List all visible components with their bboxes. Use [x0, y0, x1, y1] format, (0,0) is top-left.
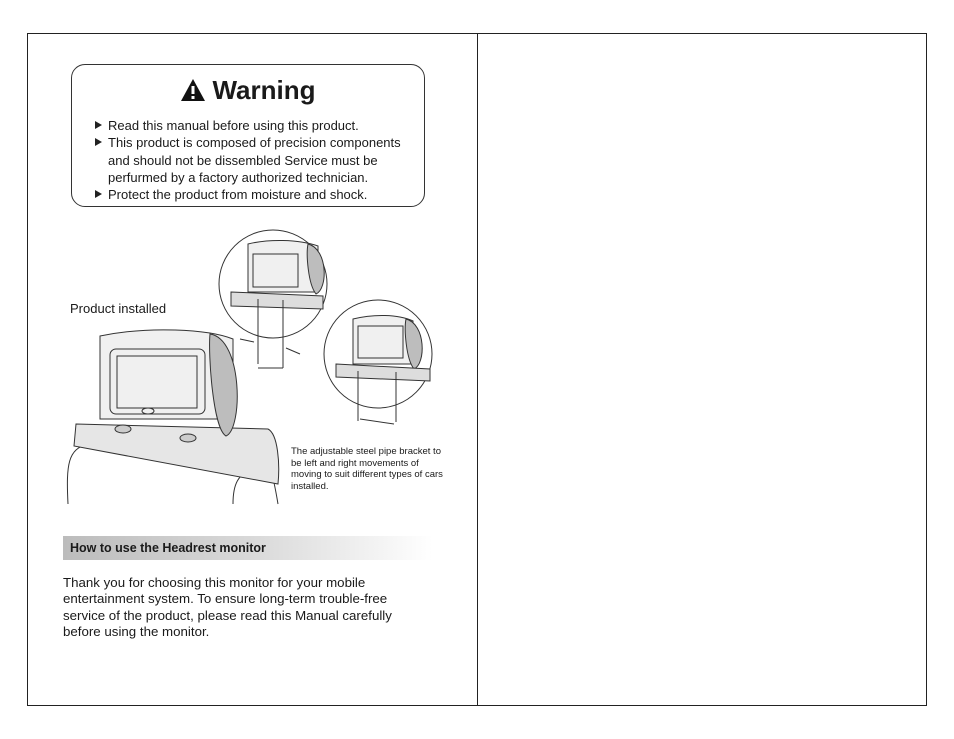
bracket-note: The adjustable steel pipe bracket to be left and right movements of moving to suit different types of cars installed.	[291, 446, 443, 493]
section-heading: How to use the Headrest monitor	[63, 536, 433, 560]
warning-item: Read this manual before using this product.	[94, 117, 418, 134]
warning-title-text: Warning	[212, 75, 316, 105]
left-page	[27, 33, 478, 706]
right-page	[477, 33, 927, 706]
warning-item: This product is composed of precision components and should not be dissembled Service must be perfurmed by a factory authorized technician.	[94, 134, 418, 186]
product-installed-label: Product installed	[70, 301, 167, 316]
headrest-illustration	[28, 34, 479, 514]
section-body: Thank you for choosing this monitor for your mobile entertainment system. To ensure long-term trouble-free service of the product, please read this Manual carefully before using the monitor.	[63, 575, 392, 639]
warning-item: Protect the product from moisture and shock.	[94, 186, 418, 203]
